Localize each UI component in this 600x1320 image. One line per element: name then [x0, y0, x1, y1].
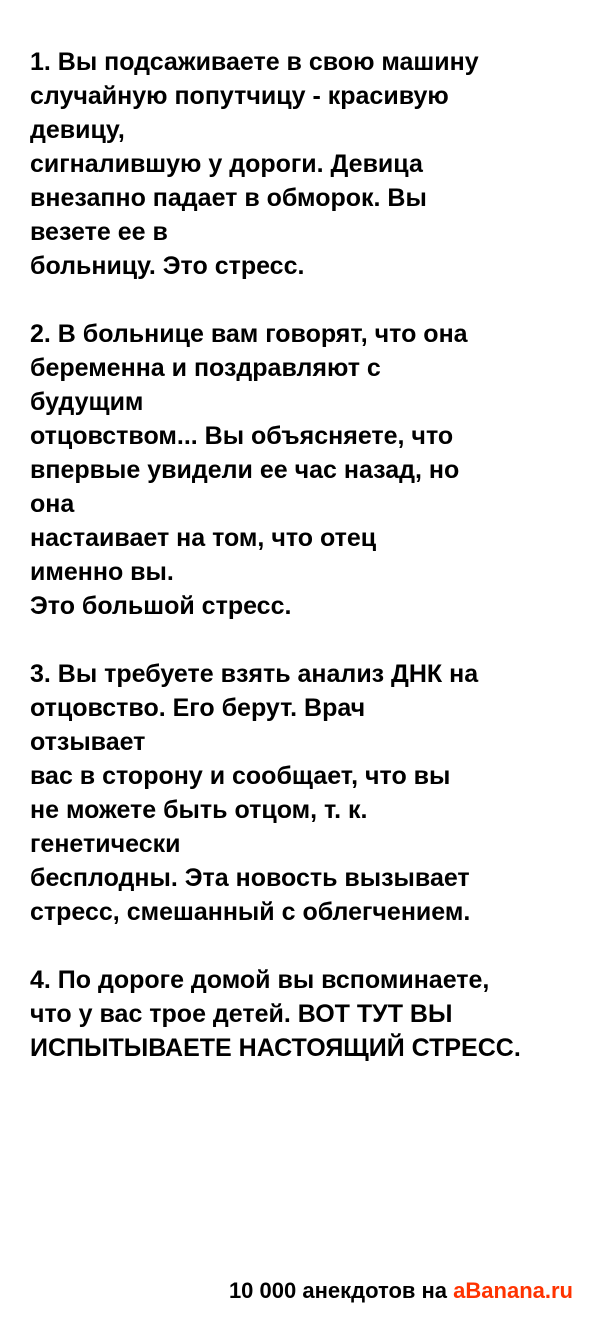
joke-line: не можете быть отцом, т. к. — [30, 796, 368, 824]
joke-line: впервые увидели ее час назад, но — [30, 456, 460, 484]
joke-line: девицу, — [30, 116, 125, 144]
joke-paragraph-2 — [30, 317, 575, 623]
joke-line: генетически — [30, 830, 181, 858]
joke-line: случайную попутчицу - красивую — [30, 82, 449, 110]
joke-line: 3. Вы требуете взять анализ ДНК на — [30, 660, 479, 688]
joke-line: 4. По дороге домой вы вспоминаете, — [30, 966, 490, 994]
paragraph-spacer — [30, 929, 575, 963]
joke-line: внезапно падает в обморок. Вы — [30, 184, 427, 212]
joke-line: 1. Вы подсаживаете в свою машину — [30, 48, 479, 76]
joke-line: именно вы. — [30, 558, 174, 586]
joke-line: беременна и поздравляют с — [30, 354, 381, 382]
joke-line: бесплодны. Эта новость вызывает — [30, 864, 470, 892]
joke-line: больницу. Это стресс. — [30, 252, 305, 280]
joke-line: что у вас трое детей. ВОТ ТУТ ВЫ — [30, 1000, 453, 1028]
joke-line: сигналившую у дороги. Девица — [30, 150, 423, 178]
paragraph-spacer — [30, 623, 575, 657]
joke-line: 2. В больнице вам говорят, что она — [30, 320, 468, 348]
site-credit — [229, 1276, 573, 1306]
credit-text: 10 000 анекдотов на — [228, 1278, 454, 1303]
joke-line: вас в сторону и сообщает, что вы — [30, 762, 451, 790]
site-link[interactable]: aBanana.ru — [453, 1278, 573, 1303]
joke-line: отзывает — [30, 728, 146, 756]
joke-text — [30, 45, 575, 1065]
joke-line: отцовство. Его берут. Врач — [30, 694, 366, 722]
joke-line: настаивает на том, что отец — [30, 524, 377, 552]
joke-line: будущим — [30, 388, 144, 416]
joke-line: Это большой стресс. — [30, 592, 292, 620]
joke-paragraph-3 — [30, 657, 575, 929]
paragraph-spacer — [30, 283, 575, 317]
joke-paragraph-4 — [30, 963, 575, 1065]
joke-paragraph-1 — [30, 45, 575, 283]
joke-line: стресс, смешанный с облегчением. — [30, 898, 471, 926]
joke-line: она — [30, 490, 75, 518]
joke-line: отцовством... Вы объясняете, что — [30, 422, 454, 450]
joke-line: ИСПЫТЫВАЕТЕ НАСТОЯЩИЙ СТРЕСС. — [30, 1034, 521, 1062]
joke-line: везете ее в — [30, 218, 168, 246]
